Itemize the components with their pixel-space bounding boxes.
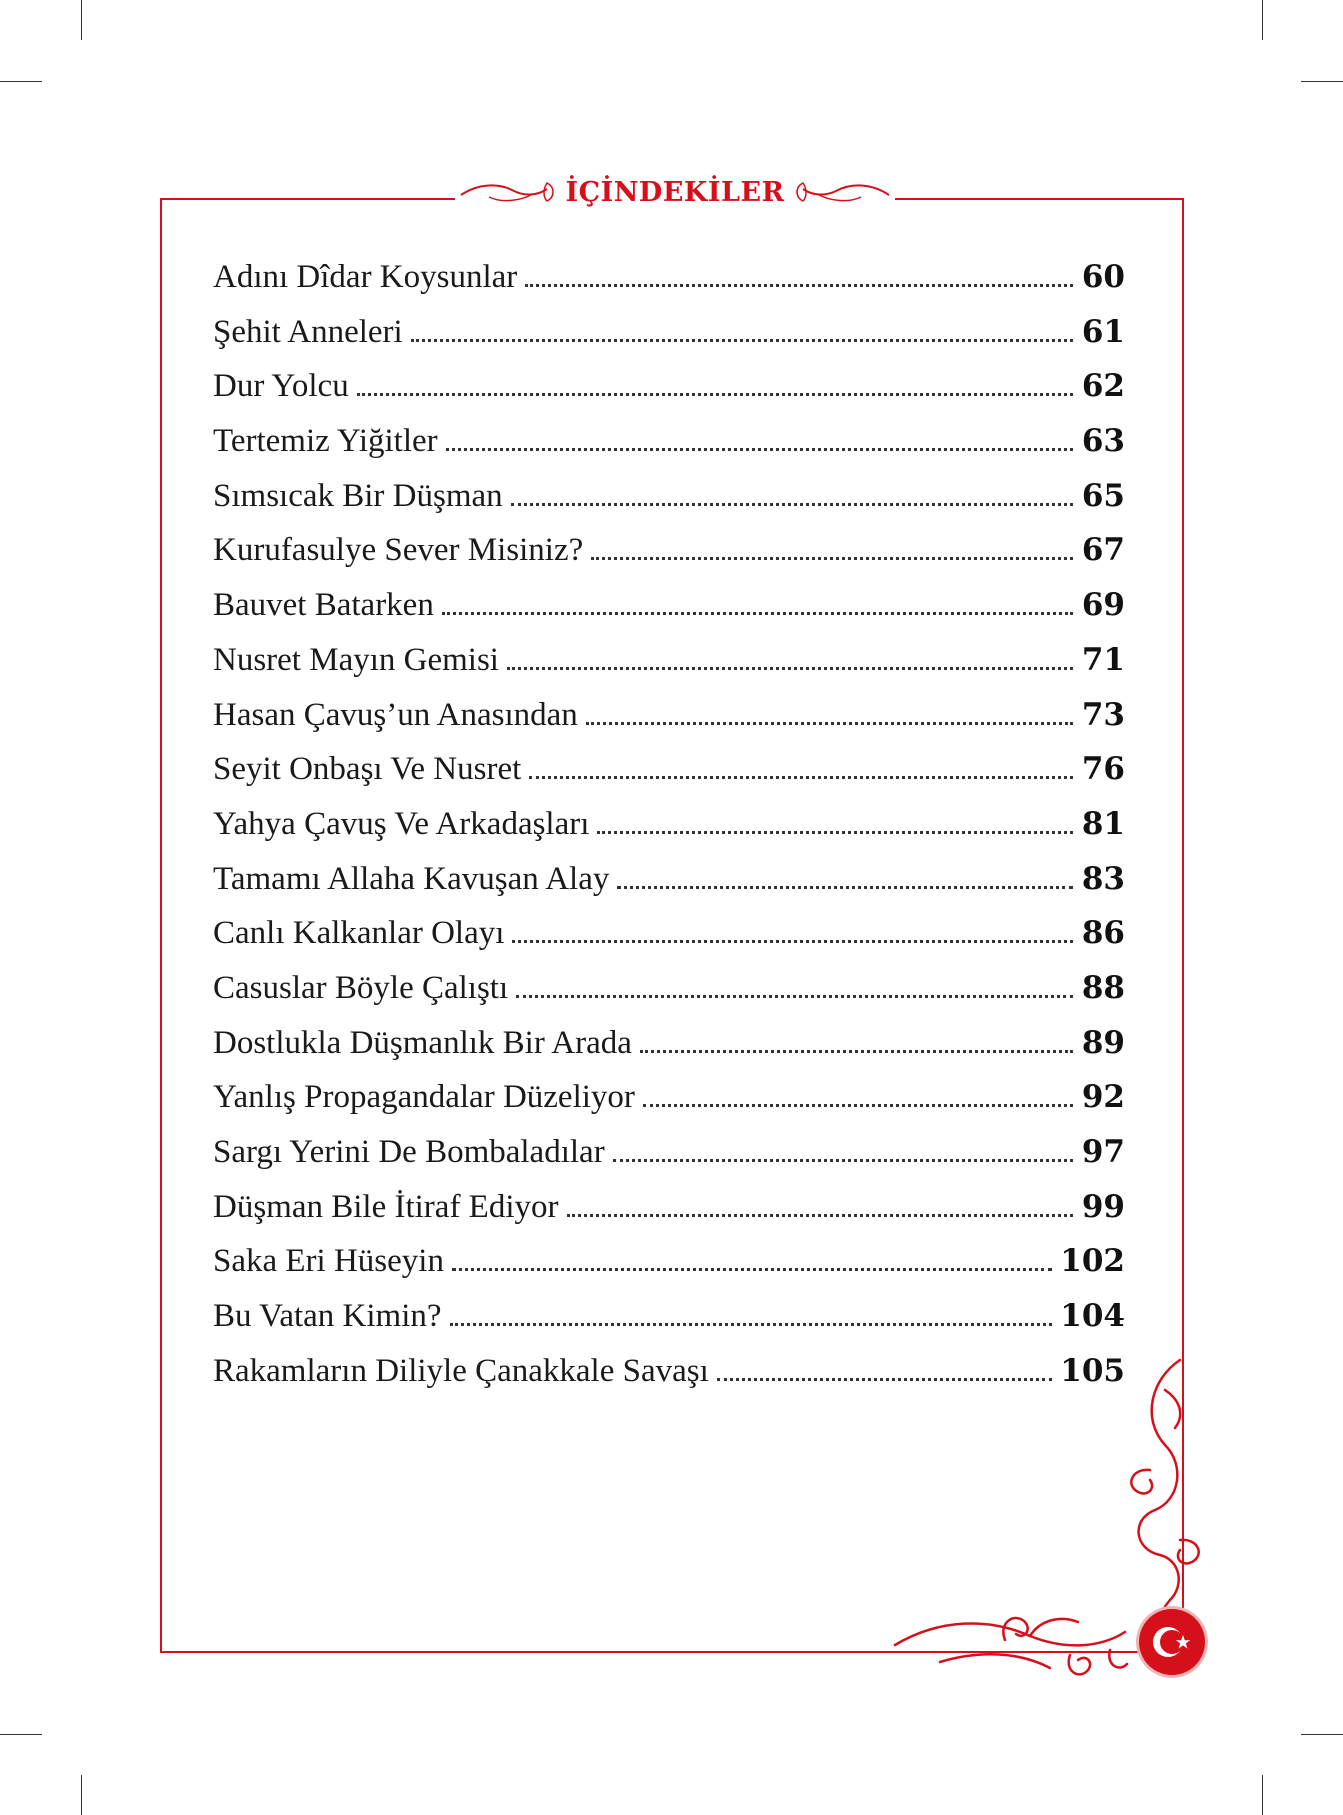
toc-entry[interactable]: [213, 368, 1125, 423]
toc-entry-page: 63: [1081, 423, 1125, 460]
toc-entry-page: 76: [1081, 751, 1125, 788]
toc-entry[interactable]: [213, 642, 1125, 697]
toc-entry[interactable]: [213, 587, 1125, 642]
dot-leader: [617, 882, 1073, 889]
toc-entry-page: 86: [1081, 915, 1125, 952]
toc-entry-title: Kurufasulye Sever Misiniz?: [213, 532, 584, 569]
dot-leader: [643, 1100, 1073, 1107]
crop-mark: [1262, 0, 1263, 40]
toc-entry[interactable]: [213, 1134, 1125, 1189]
dot-leader: [507, 663, 1073, 670]
toc-entry-title: Adını Dîdar Koysunlar: [213, 259, 518, 295]
toc-entry[interactable]: [213, 1298, 1125, 1353]
toc-entry-page: 60: [1081, 259, 1125, 295]
toc-entry-page: 102: [1060, 1243, 1125, 1280]
toc-entry-page: 104: [1060, 1298, 1125, 1335]
toc-entry-title: Yahya Çavuş Ve Arkadaşları: [213, 805, 590, 842]
toc-entry-page: 67: [1081, 532, 1125, 569]
toc-entry-title: Saka Eri Hüseyin: [213, 1243, 444, 1280]
toc-entry-title: Tertemiz Yiğitler: [213, 423, 438, 460]
dot-leader: [357, 389, 1073, 396]
toc-entry[interactable]: [213, 1025, 1125, 1080]
dot-leader: [446, 444, 1073, 451]
scroll-flourish-icon: [791, 177, 891, 207]
crop-mark: [1262, 1775, 1263, 1815]
toc-entry-page: 81: [1081, 805, 1125, 842]
toc-entry-page: 88: [1081, 969, 1125, 1006]
toc-entry-page: 89: [1081, 1024, 1125, 1061]
dot-leader: [442, 608, 1073, 615]
toc-entry-page: 105: [1060, 1352, 1125, 1389]
toc-entry-title: Nusret Mayın Gemisi: [213, 641, 499, 678]
toc-entry-title: Sımsıcak Bir Düşman: [213, 477, 503, 514]
toc-entry-page: 69: [1081, 587, 1125, 624]
crop-mark: [0, 81, 42, 82]
toc-entry[interactable]: [213, 478, 1125, 533]
crop-mark: [1301, 1734, 1343, 1735]
toc-entry-page: 97: [1081, 1134, 1125, 1170]
toc-entry-page: 61: [1081, 313, 1125, 350]
crop-mark: [1301, 81, 1343, 82]
toc-header: [455, 168, 895, 216]
toc-entry[interactable]: [213, 1243, 1125, 1298]
toc-entry-title: Casuslar Böyle Çalıştı: [213, 969, 509, 1006]
dot-leader: [529, 772, 1073, 779]
toc-entry-title: Yanlış Propagandalar Düzeliyor: [213, 1079, 635, 1116]
toc-entry[interactable]: [213, 970, 1125, 1025]
toc-entry-title: Canlı Kalkanlar Olayı: [213, 915, 505, 952]
scroll-flourish-icon: [459, 177, 559, 207]
toc-entry-page: 83: [1081, 860, 1125, 897]
crop-mark: [81, 0, 82, 40]
dot-leader: [586, 718, 1073, 725]
toc-entry-title: Bauvet Batarken: [213, 587, 434, 624]
toc-entry-title: Şehit Anneleri: [213, 313, 403, 350]
dot-leader: [640, 1046, 1073, 1053]
toc-entry[interactable]: [213, 915, 1125, 970]
dot-leader: [452, 1264, 1052, 1271]
crop-mark: [0, 1734, 42, 1735]
toc-entry-page: 62: [1081, 368, 1125, 405]
crop-mark: [81, 1775, 82, 1815]
page-title: İÇİNDEKİLER: [565, 176, 785, 208]
toc-entry[interactable]: [213, 751, 1125, 806]
toc-entry-title: Dostlukla Düşmanlık Bir Arada: [213, 1024, 632, 1061]
toc-entry-title: Düşman Bile İtiraf Ediyor: [213, 1188, 559, 1225]
toc-entry[interactable]: [213, 423, 1125, 478]
dot-leader: [525, 280, 1073, 287]
toc-entry[interactable]: [213, 1079, 1125, 1134]
dot-leader: [613, 1155, 1073, 1162]
toc-entry-title: Hasan Çavuş’un Anasından: [213, 696, 578, 733]
dot-leader: [512, 936, 1073, 943]
toc-list: [213, 259, 1125, 1407]
dot-leader: [511, 499, 1073, 506]
toc-entry[interactable]: [213, 806, 1125, 861]
toc-entry-title: Tamamı Allaha Kavuşan Alay: [213, 860, 610, 897]
dot-leader: [591, 553, 1073, 560]
toc-entry[interactable]: [213, 1189, 1125, 1244]
toc-entry-page: 92: [1081, 1079, 1125, 1116]
toc-entry-title: Sargı Yerini De Bombaladılar: [213, 1134, 605, 1170]
toc-entry[interactable]: [213, 861, 1125, 916]
toc-entry[interactable]: [213, 532, 1125, 587]
toc-entry-page: 73: [1081, 696, 1125, 733]
toc-entry-page: 99: [1081, 1188, 1125, 1225]
dot-leader: [411, 335, 1073, 342]
toc-entry-page: 65: [1081, 477, 1125, 514]
toc-entry[interactable]: [213, 259, 1125, 314]
toc-entry[interactable]: [213, 314, 1125, 369]
toc-entry-page: 71: [1081, 641, 1125, 678]
dot-leader: [516, 991, 1073, 998]
toc-entry-title: Dur Yolcu: [213, 368, 349, 405]
toc-entry-title: Seyit Onbaşı Ve Nusret: [213, 751, 522, 788]
toc-entry-title: Bu Vatan Kimin?: [213, 1298, 442, 1335]
toc-entry[interactable]: [213, 697, 1125, 752]
dot-leader: [597, 827, 1073, 834]
dot-leader: [450, 1319, 1053, 1326]
turkish-flag-icon: [1139, 1609, 1205, 1675]
dot-leader: [567, 1210, 1073, 1217]
toc-entry-title: Rakamların Diliyle Çanakkale Savaşı: [213, 1352, 709, 1389]
